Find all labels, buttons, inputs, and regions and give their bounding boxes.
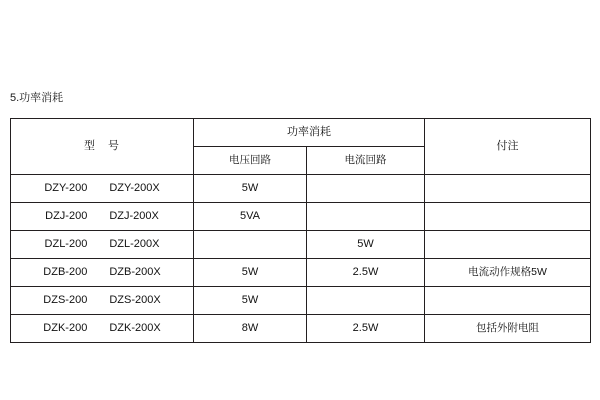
cell-voltage: 8W (194, 315, 307, 343)
cell-model (11, 259, 194, 287)
cell-note (425, 175, 591, 203)
cell-model (11, 175, 194, 203)
cell-voltage: 5VA (194, 203, 307, 231)
model-name-primary: DZJ-200 (45, 210, 88, 222)
section-title: 5.功率消耗 (10, 92, 64, 104)
model-name-primary: DZY-200 (44, 182, 88, 194)
cell-note: 电流动作规格5W (425, 259, 591, 287)
cell-model (11, 287, 194, 315)
table-row (11, 287, 591, 315)
cell-voltage (194, 231, 307, 259)
cell-current (307, 203, 425, 231)
table-row (11, 231, 591, 259)
cell-note (425, 203, 591, 231)
cell-model (11, 315, 194, 343)
table-row (11, 315, 591, 343)
model-name-secondary: DZJ-200X (109, 210, 159, 222)
cell-current: 2.5W (307, 315, 425, 343)
power-consumption-table-wrapper (10, 118, 590, 343)
model-name-primary: DZL-200 (44, 238, 88, 250)
cell-model (11, 203, 194, 231)
cell-current: 5W (307, 231, 425, 259)
cell-current (307, 287, 425, 315)
cell-model (11, 231, 194, 259)
model-name-secondary: DZK-200X (109, 322, 161, 334)
header-note: 付注 (425, 119, 591, 175)
header-model: 型 号 (11, 119, 194, 175)
cell-note (425, 287, 591, 315)
power-consumption-table (10, 118, 591, 343)
table-header (11, 119, 591, 175)
cell-note (425, 231, 591, 259)
cell-voltage: 5W (194, 287, 307, 315)
model-name-primary: DZK-200 (43, 322, 88, 334)
cell-voltage: 5W (194, 259, 307, 287)
header-power: 功率消耗 (194, 119, 425, 147)
model-name-secondary: DZS-200X (109, 294, 161, 306)
model-name-primary: DZS-200 (43, 294, 88, 306)
model-name-secondary: DZB-200X (109, 266, 161, 278)
table-row (11, 203, 591, 231)
table-header-row-1 (11, 119, 591, 147)
cell-current: 2.5W (307, 259, 425, 287)
model-name-secondary: DZL-200X (109, 238, 160, 250)
cell-current (307, 175, 425, 203)
cell-voltage: 5W (194, 175, 307, 203)
model-name-secondary: DZY-200X (109, 182, 160, 194)
cell-note: 包括外附电阻 (425, 315, 591, 343)
table-row (11, 175, 591, 203)
header-voltage-circuit: 电压回路 (194, 147, 307, 175)
header-current-circuit: 电流回路 (307, 147, 425, 175)
model-name-primary: DZB-200 (43, 266, 88, 278)
table-row (11, 259, 591, 287)
table-body (11, 175, 591, 343)
